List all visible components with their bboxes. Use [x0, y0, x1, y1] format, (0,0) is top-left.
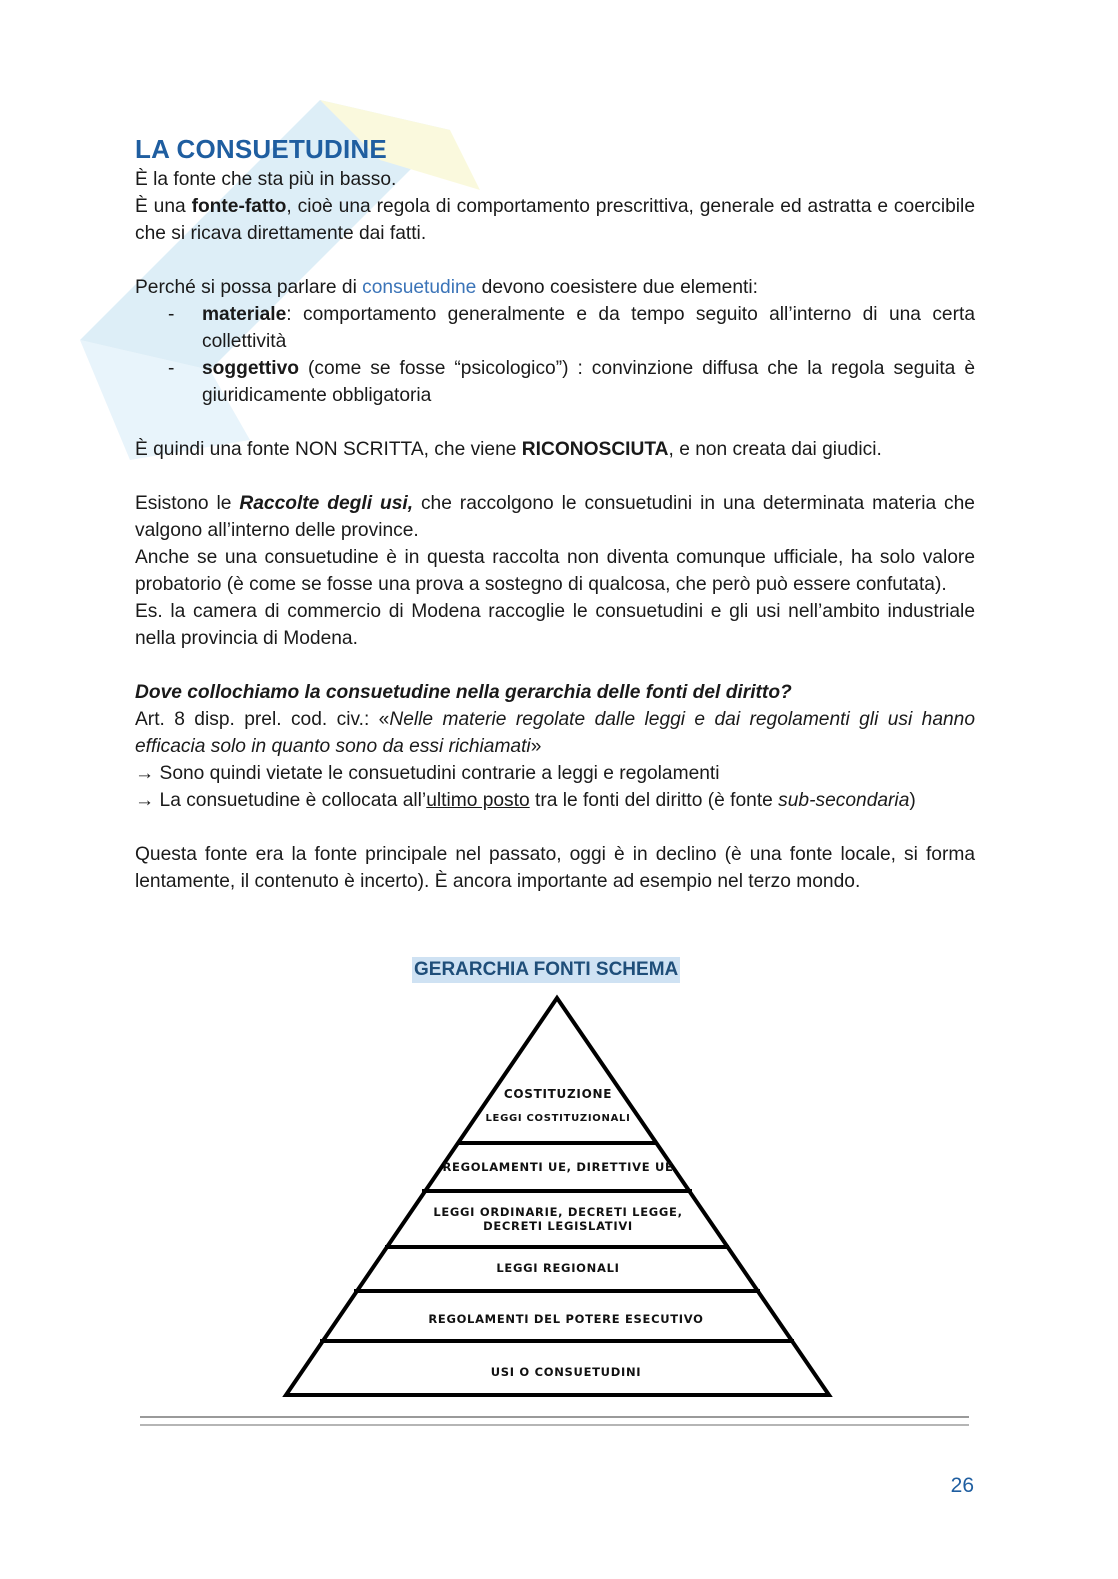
main-content	[135, 132, 975, 895]
pyramid-outline	[286, 998, 829, 1395]
level-leggi-ordinarie: LEGGI ORDINARIE, DECRETI LEGGE,	[433, 1205, 683, 1219]
conclusion-paragraph: Questa fonte era la fonte principale nel passato, oggi è in declino (è una fonte locale, si forma lentamente, il contenuto è incerto). È ancora importante ad esempio nel terzo mondo.	[135, 844, 975, 892]
example-paragraph: Es. la camera di commercio di Modena raccoglie le consuetudini e gli usi nell’ambito industriale nella provincia di Modena.	[135, 601, 975, 649]
arrow-line-2: → La consuetudine è collocata all’ultimo posto tra le fonti del diritto (è fonte sub-secondaria)	[135, 790, 916, 811]
level-costituzione: COSTITUZIONE	[503, 1087, 613, 1101]
pyramid-drawing	[280, 990, 840, 1400]
footer-divider	[140, 1416, 969, 1418]
schema-title: GERARCHIA FONTI SCHEMA	[412, 957, 680, 983]
level-usi-consuetudini: USI O CONSUETUDINI	[490, 1365, 642, 1379]
level-regolamenti-ue: REGOLAMENTI UE, DIRETTIVE UE	[442, 1160, 674, 1174]
page-number: 26	[950, 1474, 974, 1497]
definition-paragraph: È una fonte-fatto, cioè una regola di comportamento prescrittiva, generale ed astratta e coercibile che si ricava direttamente dai fatti.	[135, 196, 975, 244]
level-regolamenti-esecutivo: REGOLAMENTI DEL POTERE ESECUTIVO	[428, 1312, 704, 1326]
level-decreti-legislativi: DECRETI LEGISLATIVI	[483, 1219, 633, 1233]
elements-intro: Perché si possa parlare di consuetudine devono coesistere due elementi:	[135, 277, 758, 298]
footer-divider	[140, 1424, 969, 1426]
non-scritta-paragraph: È quindi una fonte NON SCRITTA, che viene RICONOSCIUTA, e non creata dai giudici.	[135, 439, 882, 460]
consuetudine-link[interactable]: consuetudine	[362, 277, 477, 298]
raccolte-paragraph: Esistono le Raccolte degli usi, che raccolgono le consuetudini in una determinata materia che valgono all’interno delle province.	[135, 493, 975, 541]
page-title: LA CONSUETUDINE	[135, 134, 387, 164]
level-leggi-regionali: LEGGI REGIONALI	[496, 1261, 620, 1275]
list-item: - materiale: comportamento generalmente e da tempo seguito all’interno di una certa collettività	[168, 304, 975, 352]
intro-line: È la fonte che sta più in basso.	[135, 169, 397, 190]
hierarchy-pyramid	[280, 990, 840, 1400]
article-quote: Art. 8 disp. prel. cod. civ.: «Nelle materie regolate dalle leggi e dai regolamenti gli usi hanno efficacia solo in quanto sono da essi richiamati»	[135, 709, 975, 757]
question-heading: Dove collochiamo la consuetudine nella gerarchia delle fonti del diritto?	[135, 682, 792, 703]
level-leggi-costituzionali: LEGGI COSTITUZIONALI	[485, 1113, 631, 1124]
probatorio-paragraph: Anche se una consuetudine è in questa raccolta non diventa comunque ufficiale, ha solo valore probatorio (è come se fosse una prova a sostegno di qualcosa, che però può essere confutata).	[135, 547, 975, 595]
elements-list	[135, 301, 975, 409]
arrow-line-1: → Sono quindi vietate le consuetudini contrarie a leggi e regolamenti	[135, 763, 720, 784]
list-item: - soggettivo (come se fosse “psicologico”) : convinzione diffusa che la regola seguita è giuridicamente obbligatoria	[168, 358, 975, 406]
